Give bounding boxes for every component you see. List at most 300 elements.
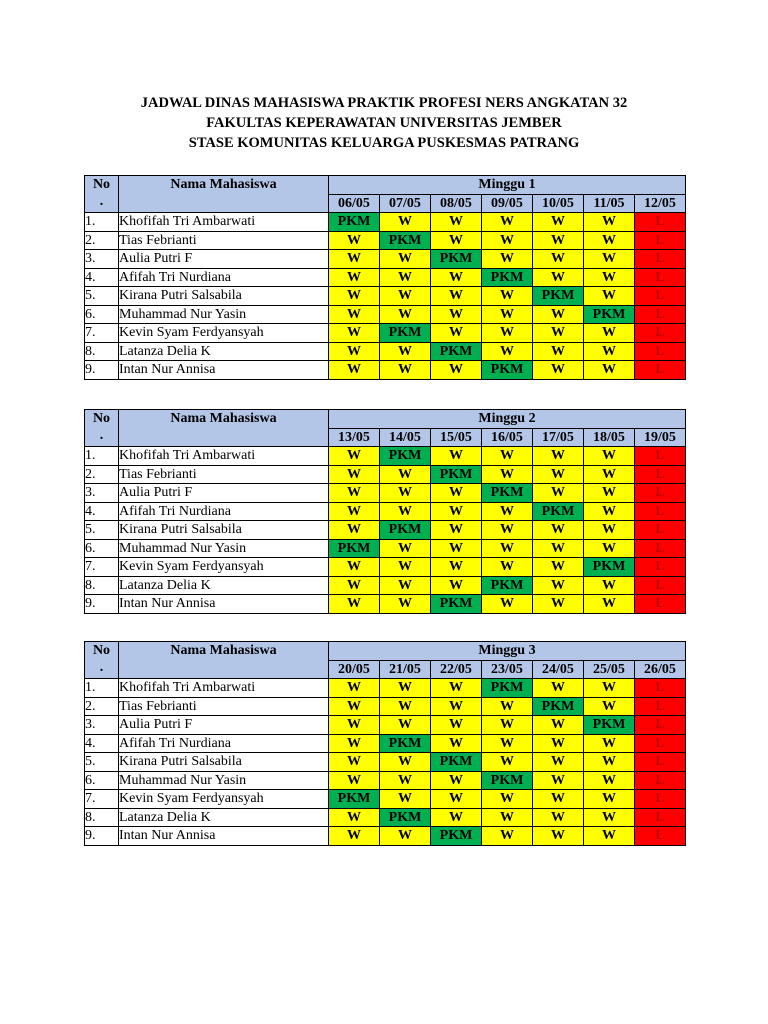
date-header: 19/05	[635, 428, 686, 447]
shift-cell: W	[380, 484, 431, 503]
shift-cell: W	[584, 342, 635, 361]
shift-cell: PKM	[584, 716, 635, 735]
table-row	[85, 539, 686, 558]
shift-cell: W	[380, 716, 431, 735]
shift-cell: L	[635, 250, 686, 269]
date-header: 15/05	[431, 428, 482, 447]
shift-cell: W	[482, 324, 533, 343]
shift-cell: W	[584, 484, 635, 503]
shift-cell: W	[482, 595, 533, 614]
date-header: 10/05	[533, 194, 584, 213]
shift-cell: L	[635, 716, 686, 735]
student-number: 8.	[85, 808, 119, 827]
shift-cell: W	[329, 697, 380, 716]
student-number: 6.	[85, 539, 119, 558]
shift-cell: W	[584, 361, 635, 380]
shift-cell: W	[431, 734, 482, 753]
shift-cell: W	[329, 808, 380, 827]
date-header: 17/05	[533, 428, 584, 447]
shift-cell: PKM	[482, 268, 533, 287]
shift-cell: L	[635, 808, 686, 827]
date-header: 25/05	[584, 660, 635, 679]
shift-cell: W	[380, 287, 431, 306]
shift-cell: W	[380, 679, 431, 698]
shift-cell: W	[329, 771, 380, 790]
student-name: Latanza Delia K	[119, 808, 329, 827]
shift-cell: W	[329, 447, 380, 466]
shift-cell: W	[533, 539, 584, 558]
header-name: Nama Mahasiswa	[119, 410, 329, 447]
shift-cell: W	[431, 268, 482, 287]
header-no: No .	[85, 410, 119, 447]
shift-cell: W	[482, 521, 533, 540]
shift-cell: W	[380, 576, 431, 595]
student-name: Kevin Syam Ferdyansyah	[119, 324, 329, 343]
shift-cell: W	[584, 576, 635, 595]
student-name: Khofifah Tri Ambarwati	[119, 447, 329, 466]
shift-cell: L	[635, 771, 686, 790]
document-heading	[0, 93, 768, 153]
shift-cell: W	[431, 539, 482, 558]
shift-cell: W	[380, 753, 431, 772]
shift-cell: W	[482, 287, 533, 306]
student-name: Kevin Syam Ferdyansyah	[119, 790, 329, 809]
shift-cell: W	[482, 539, 533, 558]
shift-cell: W	[431, 808, 482, 827]
student-number: 9.	[85, 361, 119, 380]
shift-cell: W	[329, 827, 380, 846]
shift-cell: W	[533, 231, 584, 250]
table-row	[85, 502, 686, 521]
shift-cell: W	[329, 595, 380, 614]
shift-cell: W	[533, 753, 584, 772]
student-name: Kirana Putri Salsabila	[119, 287, 329, 306]
student-number: 2.	[85, 465, 119, 484]
shift-cell: W	[584, 753, 635, 772]
shift-cell: L	[635, 521, 686, 540]
student-name: Khofifah Tri Ambarwati	[119, 679, 329, 698]
heading-line-1: JADWAL DINAS MAHASISWA PRAKTIK PROFESI NERS ANGKATAN 32	[140, 95, 628, 111]
shift-cell: L	[635, 827, 686, 846]
shift-cell: PKM	[482, 361, 533, 380]
shift-cell: W	[431, 576, 482, 595]
heading-line-3: STASE KOMUNITAS KELUARGA PUSKESMAS PATRANG	[188, 135, 580, 151]
header-no: No .	[85, 642, 119, 679]
shift-cell: W	[329, 734, 380, 753]
shift-cell: W	[380, 595, 431, 614]
shift-cell: W	[584, 827, 635, 846]
shift-cell: W	[533, 716, 584, 735]
shift-cell: W	[533, 324, 584, 343]
shift-cell: L	[635, 484, 686, 503]
table-row	[85, 213, 686, 232]
shift-cell: W	[431, 484, 482, 503]
date-header: 12/05	[635, 194, 686, 213]
shift-cell: W	[329, 231, 380, 250]
shift-cell: W	[380, 558, 431, 577]
shift-cell: W	[584, 324, 635, 343]
week-label: Minggu 2	[329, 410, 686, 429]
student-number: 2.	[85, 697, 119, 716]
shift-cell: W	[584, 595, 635, 614]
student-number: 3.	[85, 716, 119, 735]
schedule-table-week-1	[84, 175, 686, 380]
shift-cell: W	[533, 268, 584, 287]
shift-cell: W	[329, 342, 380, 361]
shift-cell: L	[635, 576, 686, 595]
student-name: Tias Febrianti	[119, 465, 329, 484]
student-number: 6.	[85, 771, 119, 790]
student-name: Aulia Putri F	[119, 484, 329, 503]
student-name: Afifah Tri Nurdiana	[119, 502, 329, 521]
shift-cell: W	[380, 342, 431, 361]
student-number: 7.	[85, 790, 119, 809]
shift-cell: W	[533, 484, 584, 503]
shift-cell: PKM	[380, 734, 431, 753]
shift-cell: W	[584, 734, 635, 753]
student-number: 4.	[85, 502, 119, 521]
shift-cell: L	[635, 268, 686, 287]
shift-cell: PKM	[329, 213, 380, 232]
shift-cell: W	[329, 753, 380, 772]
shift-cell: PKM	[329, 790, 380, 809]
shift-cell: L	[635, 734, 686, 753]
student-number: 5.	[85, 287, 119, 306]
student-number: 9.	[85, 827, 119, 846]
schedule-table-week-3	[84, 641, 686, 846]
shift-cell: PKM	[380, 324, 431, 343]
shift-cell: W	[533, 808, 584, 827]
shift-cell: W	[533, 342, 584, 361]
shift-cell: W	[533, 361, 584, 380]
shift-cell: PKM	[584, 305, 635, 324]
shift-cell: PKM	[482, 576, 533, 595]
student-number: 2.	[85, 231, 119, 250]
student-number: 5.	[85, 753, 119, 772]
shift-cell: W	[380, 305, 431, 324]
shift-cell: W	[431, 558, 482, 577]
student-number: 1.	[85, 213, 119, 232]
shift-cell: W	[482, 716, 533, 735]
shift-cell: L	[635, 679, 686, 698]
table-row	[85, 576, 686, 595]
shift-cell: W	[533, 595, 584, 614]
student-name: Aulia Putri F	[119, 716, 329, 735]
shift-cell: PKM	[533, 502, 584, 521]
shift-cell: W	[431, 447, 482, 466]
date-header: 23/05	[482, 660, 533, 679]
shift-cell: L	[635, 595, 686, 614]
shift-cell: W	[584, 502, 635, 521]
shift-cell: L	[635, 305, 686, 324]
shift-cell: W	[482, 342, 533, 361]
student-number: 3.	[85, 250, 119, 269]
shift-cell: W	[431, 324, 482, 343]
student-number: 4.	[85, 268, 119, 287]
shift-cell: PKM	[380, 808, 431, 827]
shift-cell: W	[533, 213, 584, 232]
shift-cell: PKM	[431, 595, 482, 614]
student-number: 1.	[85, 679, 119, 698]
shift-cell: W	[584, 521, 635, 540]
shift-cell: W	[431, 697, 482, 716]
date-header: 07/05	[380, 194, 431, 213]
shift-cell: W	[584, 771, 635, 790]
heading-line-2: FAKULTAS KEPERAWATAN UNIVERSITAS JEMBER	[206, 115, 562, 131]
shift-cell: W	[482, 250, 533, 269]
date-header: 16/05	[482, 428, 533, 447]
shift-cell: W	[329, 465, 380, 484]
date-header: 13/05	[329, 428, 380, 447]
date-header: 18/05	[584, 428, 635, 447]
table-row	[85, 324, 686, 343]
student-name: Muhammad Nur Yasin	[119, 305, 329, 324]
table-row	[85, 558, 686, 577]
shift-cell: PKM	[329, 539, 380, 558]
table-row	[85, 716, 686, 735]
shift-cell: W	[431, 790, 482, 809]
shift-cell: L	[635, 465, 686, 484]
table-row	[85, 484, 686, 503]
date-header: 24/05	[533, 660, 584, 679]
shift-cell: W	[482, 827, 533, 846]
shift-cell: PKM	[431, 753, 482, 772]
shift-cell: W	[533, 679, 584, 698]
date-header: 22/05	[431, 660, 482, 679]
shift-cell: W	[482, 734, 533, 753]
shift-cell: W	[482, 502, 533, 521]
shift-cell: W	[482, 808, 533, 827]
shift-cell: W	[533, 558, 584, 577]
shift-cell: W	[533, 771, 584, 790]
student-name: Intan Nur Annisa	[119, 827, 329, 846]
table-row	[85, 521, 686, 540]
shift-cell: W	[533, 447, 584, 466]
student-name: Kevin Syam Ferdyansyah	[119, 558, 329, 577]
shift-cell: W	[482, 447, 533, 466]
shift-cell: L	[635, 447, 686, 466]
table-row	[85, 361, 686, 380]
shift-cell: W	[431, 213, 482, 232]
shift-cell: W	[584, 679, 635, 698]
shift-cell: W	[431, 231, 482, 250]
shift-cell: L	[635, 790, 686, 809]
shift-cell: W	[482, 231, 533, 250]
shift-cell: W	[431, 287, 482, 306]
date-header: 06/05	[329, 194, 380, 213]
shift-cell: L	[635, 213, 686, 232]
student-number: 4.	[85, 734, 119, 753]
shift-cell: PKM	[482, 771, 533, 790]
shift-cell: W	[380, 250, 431, 269]
shift-cell: W	[584, 231, 635, 250]
student-name: Kirana Putri Salsabila	[119, 521, 329, 540]
shift-cell: W	[329, 716, 380, 735]
shift-cell: W	[380, 790, 431, 809]
shift-cell: PKM	[431, 342, 482, 361]
shift-cell: L	[635, 324, 686, 343]
shift-cell: W	[584, 268, 635, 287]
shift-cell: W	[584, 213, 635, 232]
shift-cell: W	[584, 697, 635, 716]
shift-cell: W	[431, 771, 482, 790]
date-header: 09/05	[482, 194, 533, 213]
student-number: 8.	[85, 576, 119, 595]
table-row	[85, 697, 686, 716]
shift-cell: W	[380, 213, 431, 232]
table-row	[85, 808, 686, 827]
shift-cell: W	[584, 465, 635, 484]
date-header: 20/05	[329, 660, 380, 679]
student-number: 5.	[85, 521, 119, 540]
shift-cell: W	[584, 808, 635, 827]
student-number: 8.	[85, 342, 119, 361]
table-row	[85, 771, 686, 790]
shift-cell: W	[380, 268, 431, 287]
student-name: Tias Febrianti	[119, 697, 329, 716]
shift-cell: W	[584, 447, 635, 466]
week-label: Minggu 1	[329, 176, 686, 195]
shift-cell: PKM	[380, 447, 431, 466]
table-row	[85, 231, 686, 250]
student-name: Kirana Putri Salsabila	[119, 753, 329, 772]
shift-cell: L	[635, 231, 686, 250]
shift-cell: W	[329, 324, 380, 343]
shift-cell: W	[533, 734, 584, 753]
table-row	[85, 734, 686, 753]
shift-cell: W	[380, 827, 431, 846]
header-no: No .	[85, 176, 119, 213]
shift-cell: W	[329, 250, 380, 269]
shift-cell: W	[329, 521, 380, 540]
student-name: Afifah Tri Nurdiana	[119, 734, 329, 753]
shift-cell: W	[533, 521, 584, 540]
shift-cell: W	[533, 790, 584, 809]
shift-cell: W	[329, 361, 380, 380]
student-name: Afifah Tri Nurdiana	[119, 268, 329, 287]
shift-cell: PKM	[533, 697, 584, 716]
shift-cell: W	[329, 305, 380, 324]
shift-cell: W	[329, 679, 380, 698]
date-header: 11/05	[584, 194, 635, 213]
shift-cell: PKM	[380, 521, 431, 540]
shift-cell: W	[584, 250, 635, 269]
shift-cell: W	[482, 465, 533, 484]
shift-cell: W	[329, 484, 380, 503]
date-header: 08/05	[431, 194, 482, 213]
shift-cell: W	[533, 305, 584, 324]
week-label: Minggu 3	[329, 642, 686, 661]
shift-cell: W	[482, 753, 533, 772]
shift-cell: W	[533, 576, 584, 595]
shift-cell: W	[482, 790, 533, 809]
student-name: Khofifah Tri Ambarwati	[119, 213, 329, 232]
student-name: Muhammad Nur Yasin	[119, 771, 329, 790]
table-row	[85, 465, 686, 484]
table-row	[85, 305, 686, 324]
table-row	[85, 679, 686, 698]
student-number: 3.	[85, 484, 119, 503]
shift-cell: W	[431, 305, 482, 324]
shift-cell: W	[482, 558, 533, 577]
date-header: 14/05	[380, 428, 431, 447]
table-row	[85, 268, 686, 287]
date-header: 21/05	[380, 660, 431, 679]
student-name: Muhammad Nur Yasin	[119, 539, 329, 558]
shift-cell: W	[482, 213, 533, 232]
shift-cell: L	[635, 361, 686, 380]
student-name: Latanza Delia K	[119, 342, 329, 361]
shift-cell: PKM	[380, 231, 431, 250]
shift-cell: L	[635, 539, 686, 558]
table-row	[85, 287, 686, 306]
shift-cell: W	[329, 558, 380, 577]
shift-cell: W	[380, 771, 431, 790]
shift-cell: W	[380, 502, 431, 521]
table-row	[85, 250, 686, 269]
date-header: 26/05	[635, 660, 686, 679]
shift-cell: W	[482, 697, 533, 716]
shift-cell: W	[533, 827, 584, 846]
table-row	[85, 342, 686, 361]
shift-cell: W	[380, 697, 431, 716]
student-number: 7.	[85, 558, 119, 577]
shift-cell: W	[431, 361, 482, 380]
shift-cell: PKM	[482, 679, 533, 698]
student-name: Intan Nur Annisa	[119, 595, 329, 614]
shift-cell: L	[635, 697, 686, 716]
shift-cell: W	[431, 716, 482, 735]
table-row	[85, 595, 686, 614]
shift-cell: W	[329, 268, 380, 287]
table-row	[85, 447, 686, 466]
student-number: 6.	[85, 305, 119, 324]
student-name: Tias Febrianti	[119, 231, 329, 250]
shift-cell: L	[635, 502, 686, 521]
student-name: Intan Nur Annisa	[119, 361, 329, 380]
student-name: Aulia Putri F	[119, 250, 329, 269]
shift-cell: W	[431, 679, 482, 698]
shift-cell: PKM	[431, 827, 482, 846]
shift-cell: W	[380, 361, 431, 380]
shift-cell: L	[635, 558, 686, 577]
shift-cell: W	[584, 287, 635, 306]
student-name: Latanza Delia K	[119, 576, 329, 595]
shift-cell: W	[482, 305, 533, 324]
shift-cell: W	[329, 502, 380, 521]
shift-cell: W	[329, 576, 380, 595]
student-number: 7.	[85, 324, 119, 343]
shift-cell: PKM	[482, 484, 533, 503]
shift-cell: PKM	[584, 558, 635, 577]
shift-cell: W	[329, 287, 380, 306]
header-name: Nama Mahasiswa	[119, 176, 329, 213]
student-number: 1.	[85, 447, 119, 466]
shift-cell: PKM	[533, 287, 584, 306]
shift-cell: L	[635, 287, 686, 306]
shift-cell: W	[431, 502, 482, 521]
shift-cell: PKM	[431, 250, 482, 269]
shift-cell: W	[584, 790, 635, 809]
shift-cell: W	[380, 465, 431, 484]
table-row	[85, 753, 686, 772]
table-row	[85, 827, 686, 846]
shift-cell: W	[533, 250, 584, 269]
header-name: Nama Mahasiswa	[119, 642, 329, 679]
student-number: 9.	[85, 595, 119, 614]
shift-cell: L	[635, 753, 686, 772]
shift-cell: W	[380, 539, 431, 558]
